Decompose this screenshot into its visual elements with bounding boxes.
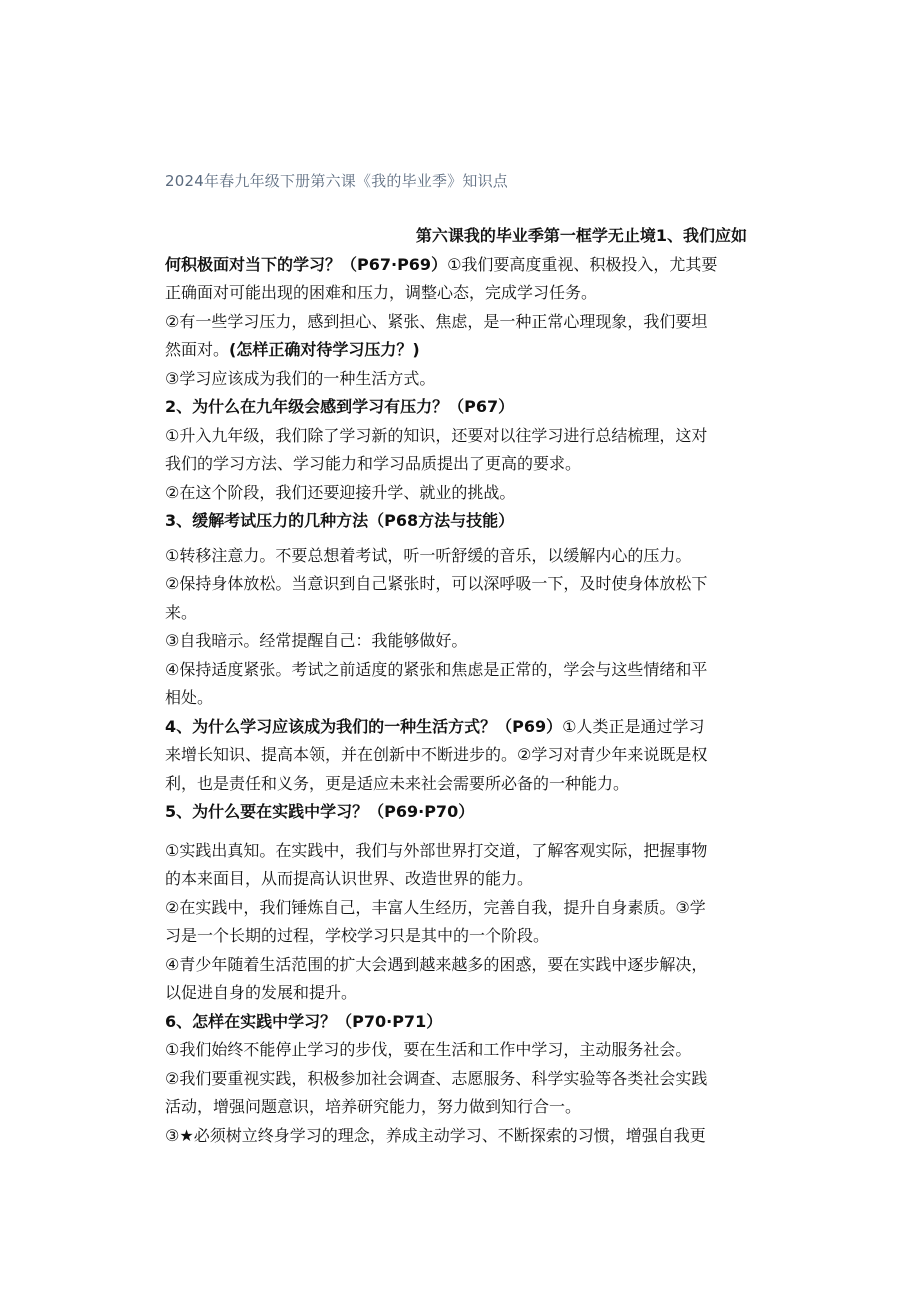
paragraph-line: ①实践出真知。在实践中，我们与外部世界打交道，了解客观实际，把握事物 bbox=[165, 840, 708, 860]
paragraph-line: 利，也是责任和义务，更是适应未来社会需要所必备的一种能力。 bbox=[165, 773, 630, 793]
paragraph-line: ②有一些学习压力，感到担心、紧张、焦虑，是一种正常心理现象，我们要坦 bbox=[165, 311, 708, 331]
paragraph-line: 以促进自身的发展和提升。 bbox=[165, 983, 358, 1002]
paragraph-line bbox=[165, 336, 747, 365]
document-body bbox=[165, 222, 747, 1150]
answer-text: ①我们要高度重视、积极投入，尤其要 bbox=[447, 254, 718, 274]
paragraph-line: ①升入九年级，我们除了学习新的知识，还要对以往学习进行总结梳理，这对 bbox=[165, 425, 708, 445]
paragraph-line bbox=[165, 251, 747, 280]
question-heading: 5、为什么要在实践中学习？（P69·P70） bbox=[165, 802, 475, 821]
paragraph-line: ③自我暗示。经常提醒自己：我能够做好。 bbox=[165, 631, 468, 650]
paragraph-line: ①转移注意力。不要总想着考试，听一听舒缓的音乐，以缓解内心的压力。 bbox=[165, 545, 692, 565]
question-heading: 3、缓解考试压力的几种方法（P68方法与技能） bbox=[165, 511, 515, 530]
question-heading: 6、怎样在实践中学习？（P70·P71） bbox=[165, 1011, 443, 1031]
paragraph-line: ②我们要重视实践，积极参加社会调查、志愿服务、科学实验等各类社会实践 bbox=[165, 1068, 708, 1088]
paragraph-line: ④保持适度紧张。考试之前适度的紧张和焦虑是正常的，学会与这些情绪和平 bbox=[165, 659, 708, 679]
paragraph-line: ④青少年随着生活范围的扩大会遇到越来越多的困惑，要在实践中逐步解决， bbox=[165, 954, 708, 974]
question-heading: 4、为什么学习应该成为我们的一种生活方式？（P69） bbox=[165, 716, 563, 736]
paragraph-line: ②在这个阶段，我们还要迎接升学、就业的挑战。 bbox=[165, 482, 516, 502]
paragraph-line: 正确面对可能出现的困难和压力，调整心态，完成学习任务。 bbox=[165, 283, 598, 302]
paragraph-line bbox=[165, 713, 747, 742]
paragraph-line: ①我们始终不能停止学习的步伐，要在生活和工作中学习，主动服务社会。 bbox=[165, 1040, 692, 1059]
paragraph-line: 活动，增强问题意识，培养研究能力，努力做到知行合一。 bbox=[165, 1097, 582, 1116]
paragraph-line: ③学习应该成为我们的一种生活方式。 bbox=[165, 368, 436, 388]
question-heading: 何积极面对当下的学习？（P67·P69） bbox=[165, 254, 448, 274]
question-heading: 2、为什么在九年级会感到学习有压力？（P67） bbox=[165, 397, 515, 416]
paragraph-line: 来增长知识、提高本领，并在创新中不断进步的。②学习对青少年来说既是权 bbox=[165, 745, 708, 764]
paragraph-line: ②保持身体放松。当意识到自己紧张时，可以深呼吸一下，及时使身体放松下 bbox=[165, 574, 708, 593]
paragraph-line: 相处。 bbox=[165, 688, 214, 707]
lesson-heading: 第六课我的毕业季第一框学无止境1、我们应如 bbox=[415, 226, 747, 245]
answer-text: ①人类正是通过学习 bbox=[562, 716, 705, 736]
answer-text: 然面对。 bbox=[165, 340, 230, 359]
paragraph-line: ②在实践中，我们锤炼自己，丰富人生经历，完善自我，提升自身素质。③学 bbox=[165, 897, 706, 917]
paragraph-line: ③★必须树立终身学习的理念，养成主动学习、不断探索的习惯，增强自我更 bbox=[165, 1125, 706, 1145]
document-title: 2024年春九年级下册第六课《我的毕业季》知识点 bbox=[165, 172, 508, 190]
paragraph-line: 的本来面目，从而提高认识世界、改造世界的能力。 bbox=[165, 869, 534, 888]
question-note: (怎样正确对待学习压力？) bbox=[229, 340, 420, 359]
paragraph-line: 我们的学习方法、学习能力和学习品质提出了更高的要求。 bbox=[165, 454, 582, 473]
paragraph-line: 来。 bbox=[165, 602, 198, 622]
paragraph-line: 习是一个长期的过程，学校学习只是其中的一个阶段。 bbox=[165, 926, 550, 945]
